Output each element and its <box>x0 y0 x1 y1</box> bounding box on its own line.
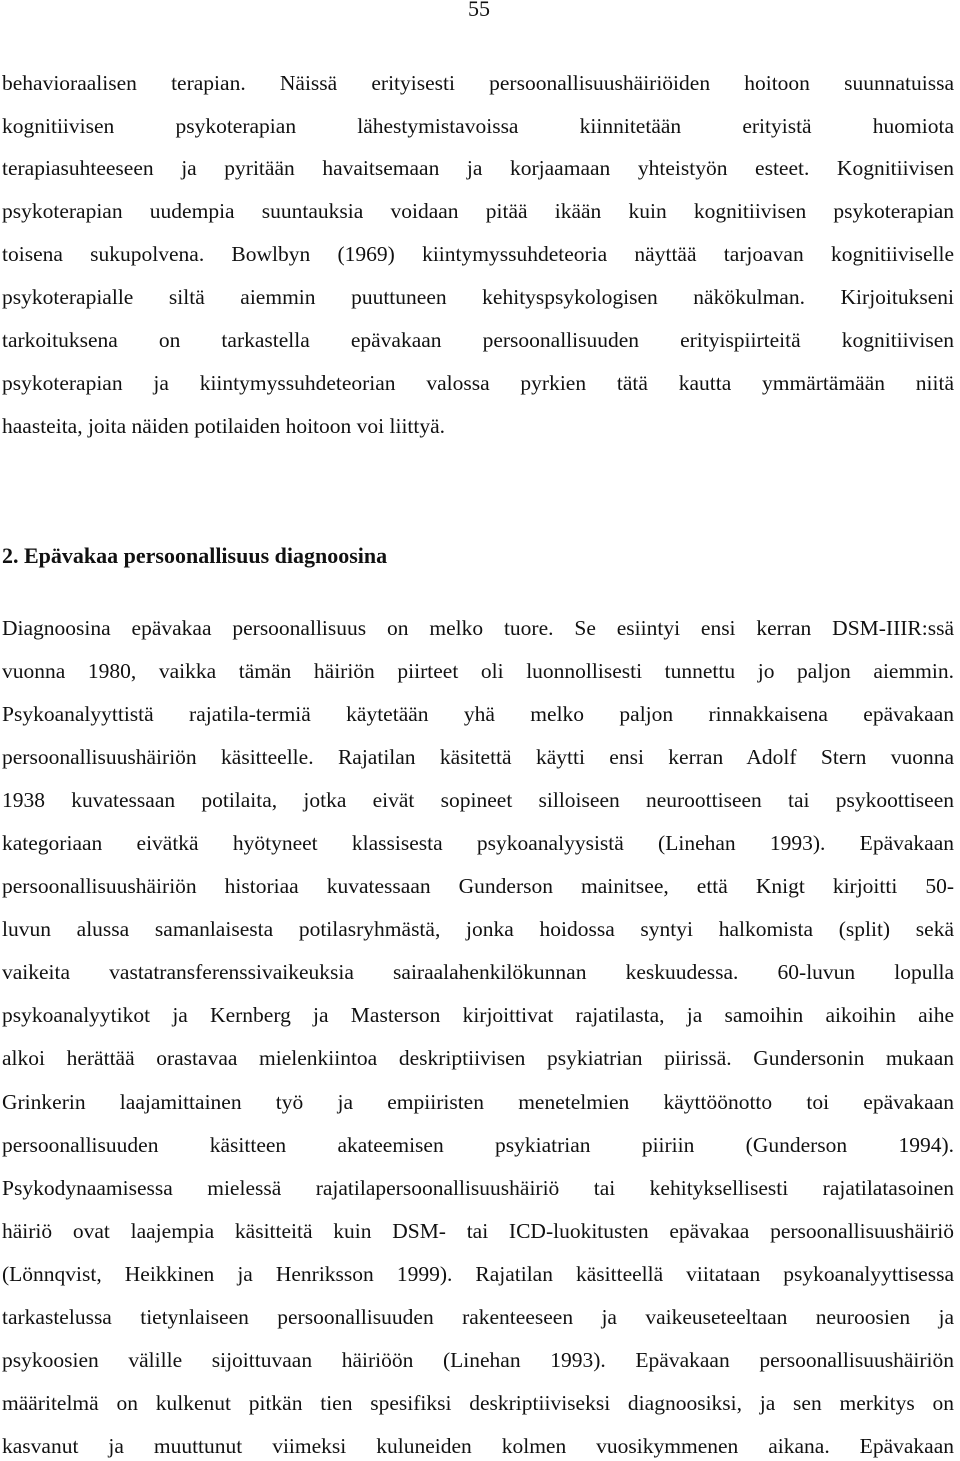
text-line: psykoterapian ja kiintymyssuhdeteorian valossa pyrkien tätä kautta ymmärtämään niitä <box>2 371 954 395</box>
text-line: vuonna 1980, vaikka tämän häiriön piirteet oli luonnollisesti tunnettu jo paljon aiemmin. <box>2 659 954 683</box>
page-number: 55 <box>468 0 490 21</box>
text-line: Psykodynaamisessa mielessä rajatilapersoonallisuushäiriö tai kehityksellisesti rajatilatasoinen <box>2 1176 954 1200</box>
text-line: Grinkerin laajamittainen työ ja empiiristen menetelmien käyttöönotto toi epävakaan <box>2 1090 954 1114</box>
text-line: alkoi herättää orastavaa mielenkiintoa deskriptiivisen psykiatrian piirissä. Gundersonin mukaan <box>2 1046 954 1070</box>
text-line: luvun alussa samanlaisesta potilasryhmästä, jonka hoidossa syntyi halkomista (split) sekä <box>2 917 954 941</box>
text-line: toisena sukupolvena. Bowlbyn (1969) kiintymyssuhdeteoria näyttää tarjoavan kognitiiviselle <box>2 242 954 266</box>
text-line: määritelmä on kulkenut pitkän tien spesifiksi deskriptiiviseksi diagnoosiksi, ja sen merkitys on <box>2 1391 954 1415</box>
text-line: psykoterapian uudempia suuntauksia voidaan pitää ikään kuin kognitiivisen psykoterapian <box>2 199 954 223</box>
text-line: vaikeita vastatransferenssivaikeuksia sairaalahenkilökunnan keskuudessa. 60-luvun lopulla <box>2 960 954 984</box>
text-line: persoonallisuushäiriön käsitteelle. Rajatilan käsitettä käytti ensi kerran Adolf Stern vuonna <box>2 745 954 769</box>
text-line: 1938 kuvatessaan potilaita, jotka eivät sopineet silloiseen neuroottiseen tai psykoottiseen <box>2 788 954 812</box>
text-line: kasvanut ja muuttunut viimeksi kuluneiden kolmen vuosikymmenen aikana. Epävakaan <box>2 1434 954 1458</box>
text-line: psykoterapialle siltä aiemmin puuttuneen kehityspsykologisen näkökulman. Kirjoitukseni <box>2 285 954 309</box>
text-line: persoonallisuushäiriön historiaa kuvatessaan Gunderson mainitsee, että Knigt kirjoitti 50- <box>2 874 954 898</box>
section-heading: 2. Epävakaa persoonallisuus diagnoosina <box>2 543 388 568</box>
text-line: psykoosien välille sijoittuvaan häiriöön (Linehan 1993). Epävakaan persoonallisuushäiriön <box>2 1348 954 1372</box>
text-line: kategoriaan eivätkä hyötyneet klassisesta psykoanalyysistä (Linehan 1993). Epävakaan <box>2 831 954 855</box>
text-line: häiriö ovat laajempia käsitteitä kuin DSM- tai ICD-luokitusten epävakaa persoonallisuushäiriö <box>2 1219 954 1243</box>
text-line: terapiasuhteeseen ja pyritään havaitsemaan ja korjaamaan yhteistyön esteet. Kognitiivisen <box>2 156 954 180</box>
text-line: psykoanalyytikot ja Kernberg ja Masterson kirjoittivat rajatilasta, ja samoihin aikoihin aihe <box>2 1003 954 1027</box>
text-line: tarkastelussa tietynlaiseen persoonallisuuden rakenteeseen ja vaikeuseteeltaan neuroosien ja <box>2 1305 954 1329</box>
text-line: Psykoanalyyttistä rajatila-termiä käytetään yhä melko paljon rinnakkaisena epävakaan <box>2 702 954 726</box>
text-line: persoonallisuuden käsitteen akateemisen psykiatrian piiriin (Gunderson 1994). <box>2 1133 954 1157</box>
text-line: behavioraalisen terapian. Näissä erityisesti persoonallisuushäiriöiden hoitoon suunnatuissa <box>2 71 954 95</box>
text-line: (Lönnqvist, Heikkinen ja Henriksson 1999). Rajatilan käsitteellä viitataan psykoanalyyttisessa <box>2 1262 954 1286</box>
text-line: tarkoituksena on tarkastella epävakaan persoonallisuuden erityispiirteitä kognitiivisen <box>2 328 954 352</box>
text-line: haasteita, joita näiden potilaiden hoitoon voi liittyä. <box>2 414 446 438</box>
text-line: kognitiivisen psykoterapian lähestymistavoissa kiinnitetään erityistä huomiota <box>2 114 954 138</box>
text-line: Diagnoosina epävakaa persoonallisuus on melko tuore. Se esiintyi ensi kerran DSM-IIIR:ssä <box>2 616 954 640</box>
